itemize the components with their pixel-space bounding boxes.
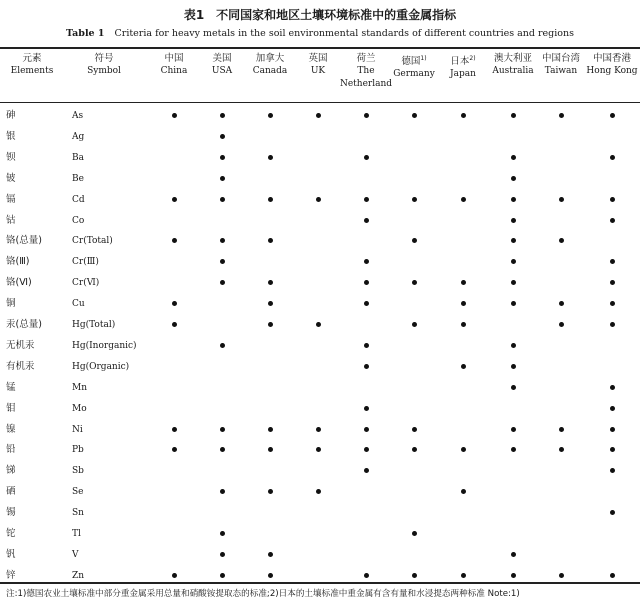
included-marker [461, 280, 466, 285]
included-marker [412, 197, 417, 202]
included-marker [412, 573, 417, 578]
included-marker [220, 573, 225, 578]
table-row [0, 169, 640, 189]
element-name: 铍 [6, 172, 16, 184]
column-header-zh: 英国 [308, 53, 328, 64]
included-marker [610, 573, 615, 578]
included-marker [511, 218, 516, 223]
column-header-en: China [160, 66, 188, 76]
included-marker [610, 113, 615, 118]
included-marker [364, 197, 369, 202]
table-row [0, 461, 640, 481]
included-marker [316, 427, 321, 432]
column-header-en: Australia [492, 66, 534, 76]
included-marker [220, 552, 225, 557]
column-header [296, 52, 340, 78]
element-symbol: Co [72, 215, 85, 226]
included-marker [461, 322, 466, 327]
included-marker [268, 573, 273, 578]
table-row [0, 357, 640, 377]
included-marker [559, 301, 564, 306]
included-marker [511, 552, 516, 557]
table-row [0, 315, 640, 335]
element-name: 锑 [6, 465, 16, 477]
table-title: 表1 不同国家和地区土壤环境标准中的重金属指标 [183, 8, 457, 22]
included-marker [559, 113, 564, 118]
included-marker [610, 197, 615, 202]
column-header-en: Elements [10, 66, 54, 76]
column-header-zh: 中国台湾 [541, 53, 580, 64]
included-marker [268, 447, 273, 452]
table-row [0, 294, 640, 314]
included-marker [268, 280, 273, 285]
column-header [390, 52, 438, 81]
column-header [200, 52, 244, 78]
included-marker [220, 197, 225, 202]
included-marker [316, 197, 321, 202]
included-marker [511, 197, 516, 202]
table-row [0, 273, 640, 293]
included-marker [610, 301, 615, 306]
included-marker [511, 343, 516, 348]
element-symbol: Be [72, 173, 84, 184]
element-symbol: Cr(Ⅵ) [72, 278, 100, 289]
element-name: 镍 [6, 423, 16, 435]
included-marker [364, 468, 369, 473]
included-marker [172, 447, 177, 452]
column-header-zh: 荷兰 [356, 53, 376, 64]
included-marker [220, 155, 225, 160]
table-row [0, 420, 640, 440]
column-header-zh: 澳大利亚 [493, 53, 532, 64]
included-marker [172, 238, 177, 243]
element-name: 铬(Ⅲ) [6, 256, 30, 268]
included-marker [610, 155, 615, 160]
element-name: 铅 [6, 444, 16, 456]
header-rule [0, 102, 640, 103]
included-marker [268, 427, 273, 432]
included-marker [461, 489, 466, 494]
included-marker [364, 301, 369, 306]
included-marker [511, 280, 516, 285]
column-header [69, 52, 139, 78]
table-row [0, 106, 640, 126]
included-marker [511, 385, 516, 390]
element-symbol: Mo [72, 403, 87, 414]
included-marker [364, 113, 369, 118]
element-name: 镉 [6, 193, 16, 205]
included-marker [316, 113, 321, 118]
table-row [0, 252, 640, 272]
column-header [2, 52, 62, 78]
table-row [0, 545, 640, 565]
bottom-rule [0, 582, 640, 584]
top-rule [0, 47, 640, 49]
table-label: Table 1 [65, 28, 105, 39]
included-marker [172, 322, 177, 327]
included-marker [220, 489, 225, 494]
column-header-zh: 元素 [22, 53, 42, 64]
column-header-en: Canada [252, 66, 288, 76]
column-header [337, 52, 395, 91]
included-marker [220, 427, 225, 432]
included-marker [172, 113, 177, 118]
included-marker [610, 406, 615, 411]
included-marker [412, 280, 417, 285]
table-caption: Criteria for heavy metals in the soil environmental standards of different countries and regions [114, 28, 574, 39]
included-marker [610, 280, 615, 285]
column-header-zh: 符号 [94, 53, 114, 64]
included-marker [461, 573, 466, 578]
column-header-en: UK [310, 66, 326, 76]
included-marker [559, 447, 564, 452]
column-header [245, 52, 295, 78]
element-symbol: V [72, 549, 79, 560]
table-row [0, 211, 640, 231]
element-name: 钴 [6, 214, 16, 226]
element-symbol: Mn [72, 382, 88, 393]
included-marker [172, 573, 177, 578]
included-marker [316, 447, 321, 452]
column-header-en: Germany [393, 69, 435, 80]
included-marker [511, 364, 516, 369]
included-marker [461, 447, 466, 452]
column-header-en: Taiwan [544, 66, 578, 76]
included-marker [364, 259, 369, 264]
included-marker [511, 113, 516, 118]
column-header-zh: 加拿大 [255, 53, 285, 64]
included-marker [364, 427, 369, 432]
included-marker [220, 238, 225, 243]
included-marker [364, 155, 369, 160]
included-marker [220, 447, 225, 452]
included-marker [559, 197, 564, 202]
included-marker [610, 259, 615, 264]
column-header-en: The Netherland [339, 66, 393, 89]
element-symbol: Sn [72, 508, 84, 519]
included-marker [220, 113, 225, 118]
element-name: 钡 [6, 151, 16, 163]
column-header [441, 52, 485, 81]
included-marker [461, 364, 466, 369]
included-marker [172, 197, 177, 202]
element-symbol: Cr(Ⅲ) [72, 257, 99, 268]
included-marker [364, 447, 369, 452]
table-row [0, 148, 640, 168]
included-marker [412, 113, 417, 118]
included-marker [364, 280, 369, 285]
column-header-en: Symbol [87, 66, 121, 76]
included-marker [511, 259, 516, 264]
element-symbol: Tl [72, 529, 81, 539]
element-symbol: Ag [72, 131, 85, 142]
included-marker [268, 552, 273, 557]
included-marker [511, 427, 516, 432]
element-symbol: Ba [72, 152, 84, 163]
column-header-en: Hong Kong [586, 66, 638, 76]
element-name: 汞(总量) [6, 319, 42, 330]
included-marker [268, 489, 273, 494]
included-marker [511, 447, 516, 452]
element-name: 锰 [6, 381, 16, 393]
table-subtitle [0, 28, 640, 39]
included-marker [412, 531, 417, 536]
element-symbol: Cd [72, 194, 85, 205]
included-marker [268, 197, 273, 202]
table-row [0, 336, 640, 356]
column-header-zh: 中国 [164, 53, 184, 64]
included-marker [268, 155, 273, 160]
column-header-footnote: 1) [420, 55, 427, 62]
element-symbol: Pb [72, 445, 84, 456]
included-marker [268, 322, 273, 327]
included-marker [412, 447, 417, 452]
element-symbol: Hg(Organic) [72, 361, 130, 372]
included-marker [511, 573, 516, 578]
element-name: 砷 [6, 110, 16, 121]
element-symbol: Se [72, 487, 84, 498]
element-name: 锡 [6, 507, 16, 519]
table-row [0, 482, 640, 502]
table-row [0, 127, 640, 147]
table-row [0, 190, 640, 210]
included-marker [268, 238, 273, 243]
included-marker [461, 301, 466, 306]
column-header [484, 52, 542, 78]
table-row [0, 399, 640, 419]
column-header-zh: 中国香港 [592, 53, 631, 64]
element-symbol: Ni [72, 424, 83, 435]
element-name: 铊 [6, 528, 16, 539]
table-row [0, 231, 640, 251]
included-marker [364, 218, 369, 223]
element-name: 无机汞 [6, 339, 35, 351]
included-marker [511, 238, 516, 243]
element-symbol: As [72, 111, 84, 121]
table-row [0, 440, 640, 460]
column-header-zh: 德国$^{1)}$ [401, 55, 427, 68]
element-name: 硒 [6, 486, 16, 498]
included-marker [511, 155, 516, 160]
element-name: 铜 [6, 298, 16, 310]
included-marker [412, 427, 417, 432]
included-marker [511, 176, 516, 181]
included-marker [559, 238, 564, 243]
included-marker [364, 573, 369, 578]
included-marker [461, 197, 466, 202]
element-name: 钒 [6, 548, 16, 560]
element-symbol: Sb [72, 466, 84, 477]
included-marker [220, 176, 225, 181]
element-name: 钼 [6, 402, 16, 414]
element-symbol: Cr(Total) [72, 236, 113, 247]
included-marker [610, 427, 615, 432]
column-header-en: Japan [450, 69, 476, 80]
included-marker [610, 468, 615, 473]
included-marker [610, 322, 615, 327]
column-header [539, 52, 583, 78]
table-note: 注:1)德国农业土壤标准中部分重金属采用总量和硝酸铵提取态的标准;2)日本的土壤标准中重金属有含有量和水浸提态两种标准 Note:1) [6, 589, 520, 599]
element-name: 锌 [6, 569, 16, 581]
included-marker [511, 301, 516, 306]
element-name: 有机汞 [6, 360, 35, 372]
column-header-zh: 日本$^{2)}$ [450, 55, 476, 68]
included-marker [610, 385, 615, 390]
included-marker [559, 427, 564, 432]
table-row [0, 503, 640, 523]
included-marker [412, 322, 417, 327]
included-marker [559, 573, 564, 578]
included-marker [316, 489, 321, 494]
column-header-footnote: 2) [469, 55, 476, 62]
column-header [584, 52, 640, 78]
element-name: 银 [6, 130, 16, 142]
included-marker [220, 280, 225, 285]
included-marker [610, 447, 615, 452]
included-marker [172, 427, 177, 432]
included-marker [412, 238, 417, 243]
element-symbol: Hg(Inorganic) [72, 340, 137, 351]
included-marker [610, 218, 615, 223]
element-symbol: Cu [72, 299, 85, 310]
included-marker [268, 301, 273, 306]
included-marker [364, 343, 369, 348]
included-marker [268, 113, 273, 118]
included-marker [559, 322, 564, 327]
included-marker [220, 134, 225, 139]
included-marker [220, 531, 225, 536]
column-header [152, 52, 196, 78]
element-symbol: Zn [72, 570, 85, 581]
included-marker [461, 113, 466, 118]
element-name: 铬(Ⅵ) [6, 277, 32, 289]
included-marker [172, 301, 177, 306]
included-marker [610, 510, 615, 515]
element-symbol: Hg(Total) [72, 320, 116, 330]
table-row [0, 378, 640, 398]
included-marker [220, 343, 225, 348]
element-name: 铬(总量) [6, 235, 42, 247]
table-row [0, 524, 640, 544]
column-header-zh: 美国 [212, 53, 232, 64]
included-marker [220, 259, 225, 264]
included-marker [316, 322, 321, 327]
included-marker [364, 406, 369, 411]
column-header-en: USA [211, 66, 233, 76]
included-marker [364, 364, 369, 369]
